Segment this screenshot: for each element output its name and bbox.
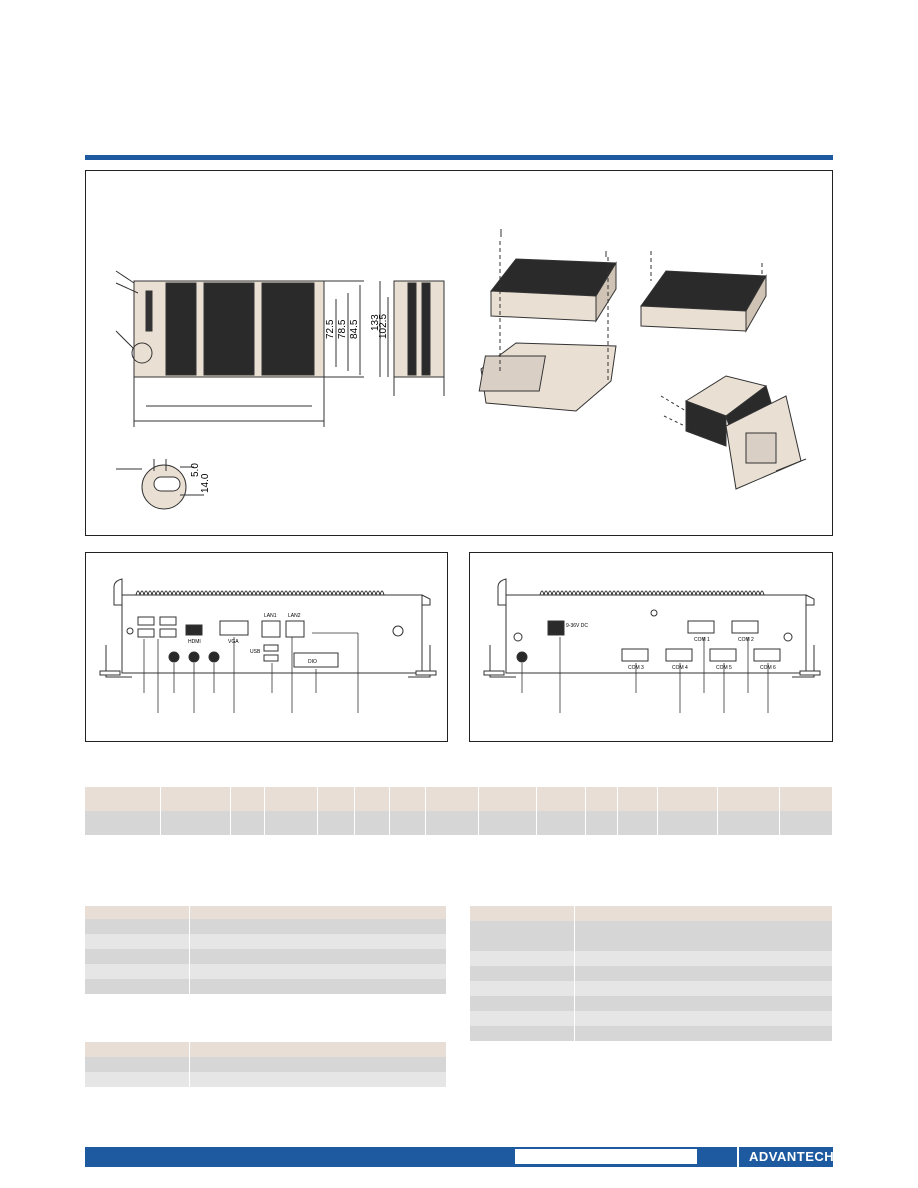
table-header-row [85,787,833,811]
table-row [85,811,833,835]
table-row [470,966,833,981]
dim-label-3: 84.5 [349,319,360,339]
table-header-row [470,906,833,921]
rear-label-com2: COM 2 [738,637,754,643]
dimensions-panel [85,170,833,536]
rear-label-com6: COM 6 [760,665,776,671]
table-row [85,1057,447,1072]
front-label-lan2: LAN2 [288,613,301,619]
table-row [470,996,833,1011]
front-label-dio: DIO [308,659,317,665]
footer-separator [737,1147,739,1167]
table-row [85,979,447,994]
dim-label-detail-1: 5.0 [190,463,201,477]
front-label-vga: VGA [228,639,239,645]
dim-label-1: 72.5 [325,319,336,339]
table-row [470,951,833,966]
footer-url-box [515,1149,697,1164]
spec-table-left-2 [85,1042,447,1087]
table-row [470,981,833,996]
table-row [85,934,447,949]
ordering-table [85,787,833,835]
spec-table-right [470,906,833,1041]
rear-label-com4: COM 4 [672,665,688,671]
table-row [85,1072,447,1087]
heatsink-fins [136,591,384,595]
rear-io-drawing [470,553,834,743]
dim-label-detail-2: 14.0 [200,473,211,493]
side-view [380,281,444,396]
table-row [85,919,447,934]
table-row [85,964,447,979]
rear-label-com1: COM 1 [694,637,710,643]
rear-label-power: 9-36V DC [566,623,588,629]
brand-logo: ADVANTECH [749,1149,835,1164]
front-io-drawing [86,553,449,743]
dim-label-side-2: 102.5 [378,313,389,339]
front-io-panel [85,552,448,742]
front-label-usb: USB [250,649,261,655]
mounting-view-desk [641,251,766,331]
table-row [470,1011,833,1026]
rear-label-com5: COM 5 [716,665,732,671]
table-row [470,1026,833,1041]
mounting-view-din [661,376,806,489]
spec-table-left-1 [85,906,447,994]
rear-label-com3: COM 3 [628,665,644,671]
table-row [85,949,447,964]
rear-heatsink-fins [540,591,764,595]
dim-label-side-1: 133 [370,314,381,331]
rear-io-panel [469,552,833,742]
dimension-drawing [86,171,834,537]
front-label-hdmi: HDMI [188,639,201,645]
title-rule [85,155,833,160]
footer-bar [85,1147,833,1167]
mounting-view-wall [479,229,616,411]
table-row [470,921,833,951]
table-header-row [85,1042,447,1057]
front-label-lan1: LAN1 [264,613,277,619]
dim-label-2: 78.5 [337,319,348,339]
table-header-row [85,906,447,919]
front-view [116,271,364,427]
